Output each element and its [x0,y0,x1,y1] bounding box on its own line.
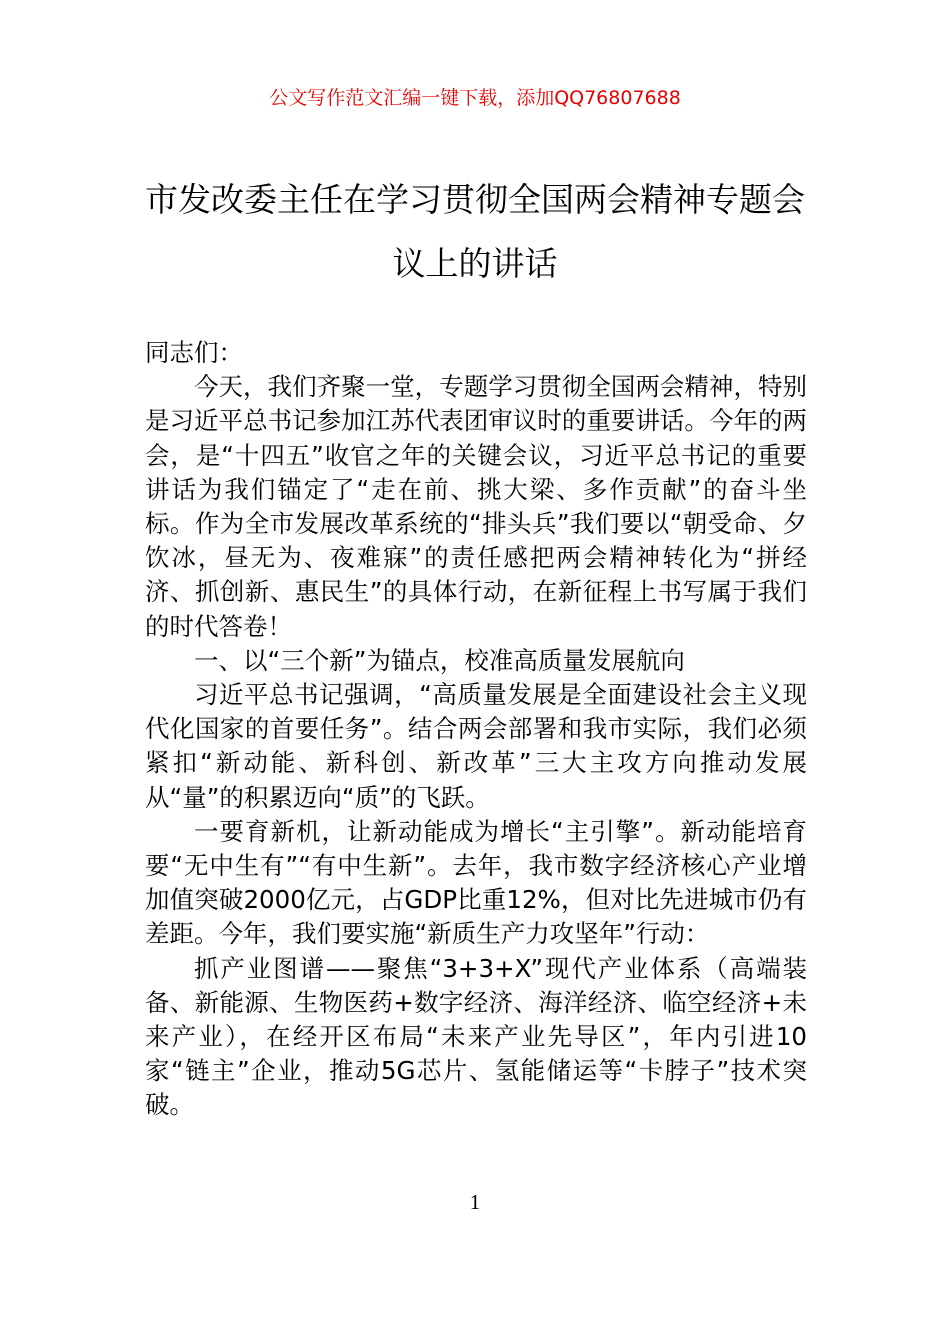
salutation: 同志们： [145,338,243,367]
document-title: 市发改委主任在学习贯彻全国两会精神专题会议上的讲话 [145,180,805,283]
section-heading: 一、以“三个新”为锚点，校准高质量发展航向 [194,645,685,675]
paragraph-intro: 今天，我们齐聚一堂，专题学习贯彻全国两会精神，特别是习近平总书记参加江苏代表团审议时的重要讲话。今年的两会，是“十四五”收官之年的关键会议，习近平总书记的重要讲话为我们锚定了“走在前、挑大梁、多作贡献”的奋斗坐标。作为全市发展改革系统的“排头兵”我们要以“朝受命、夕饮冰，昼无为、夜难寐”的责任感把两会精神转化为“拼经济、抓创新、惠民生”的具体行动，在新征程上书写属于我们的时代答卷！ [145,372,807,641]
paragraph-industry-map: 抓产业图谱——聚焦“3+3+X”现代产业体系（高端装备、新能源、生物医药+数字经济、海洋经济、临空经济+未来产业），在经开区布局“未来产业先导区”，年内引进10家“链主”企业，推动5G芯片、氢能储运等“卡脖子”技术突破。 [145,953,807,1120]
header-note: 公文写作范文汇编一键下载，添加QQ76807688 [269,87,681,109]
paragraph-new-momentum: 一要育新机，让新动能成为增长“主引擎”。新动能培育要“无中生有”“有中生新”。去年，我市数字经济核心产业增加值突破2000亿元，占GDP比重12%，但对比先进城市仍有差距。今年，我们要实施“新质生产力攻坚年”行动： [145,816,807,949]
document-body [145,336,807,1123]
page-number: 1 [469,1190,481,1214]
paragraph-quality-development: 习近平总书记强调，“高质量发展是全面建设社会主义现代化国家的首要任务”。结合两会部署和我市实际，我们必须紧扣“新动能、新科创、新改革”三大主攻方向推动发展从“量”的积累迈向“质”的飞跃。 [145,680,807,812]
